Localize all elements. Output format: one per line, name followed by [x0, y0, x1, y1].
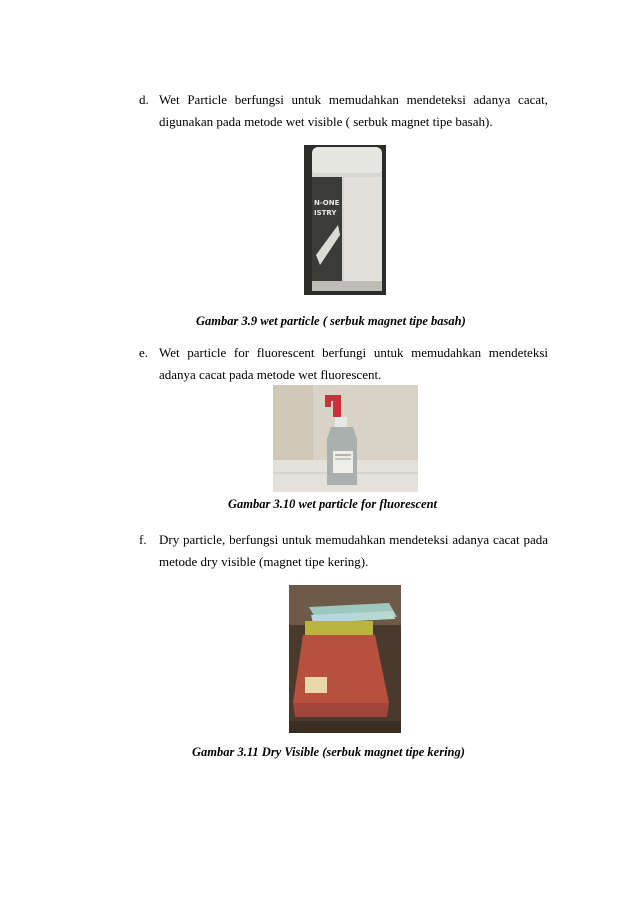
list-item-d — [139, 89, 548, 133]
figure-caption: Gambar 3.11 Dry Visible (serbuk magnet tipe kering) — [192, 745, 465, 759]
wet-particle-can-photo — [304, 145, 386, 295]
list-item-e — [139, 342, 548, 386]
list-marker: d. — [139, 92, 149, 107]
paragraph-line: digunakan pada metode wet visible ( serbuk magnet tipe basah). — [159, 114, 493, 129]
dry-particle-pot-photo — [289, 585, 401, 733]
list-marker: f. — [139, 532, 147, 547]
can-label-line2: ISTRY — [314, 209, 337, 217]
paragraph-line: adanya cacat pada metode wet fluorescent. — [159, 367, 382, 382]
list-item-f — [139, 529, 548, 573]
fluorescent-spray-bottle-photo — [273, 385, 418, 492]
paragraph-line: Wet Particle berfungsi untuk memudahkan mendeteksi adanya cacat, — [159, 92, 548, 107]
paragraph-line: Dry particle, berfungsi untuk memudahkan mendeteksi adanya cacat pada — [159, 532, 548, 547]
paragraph-line: Wet particle for fluorescent berfungi untuk memudahkan mendeteksi — [159, 345, 548, 360]
figure-caption: Gambar 3.9 wet particle ( serbuk magnet tipe basah) — [196, 314, 466, 328]
paragraph-line: metode dry visible (magnet tipe kering). — [159, 554, 369, 569]
list-marker: e. — [139, 345, 149, 360]
figure-caption: Gambar 3.10 wet particle for fluorescent — [228, 497, 438, 511]
can-label-line1: N-ONE — [314, 199, 340, 207]
